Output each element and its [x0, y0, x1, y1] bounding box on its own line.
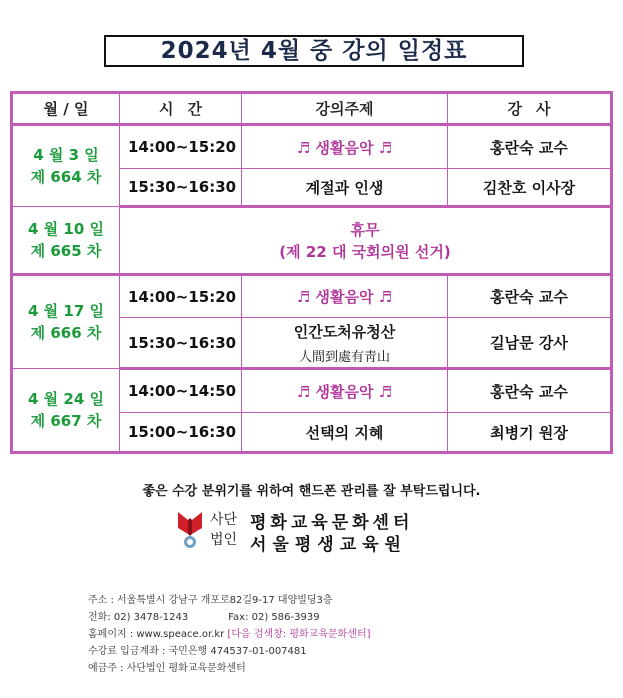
session-number: 제 665 차	[30, 242, 102, 260]
lecturer-name: 김찬호 이사장	[448, 169, 612, 207]
session-number: 제 664 차	[30, 168, 102, 186]
organization-emblem-icon	[176, 508, 204, 550]
session-number: 제 667 차	[30, 412, 102, 430]
lecture-topic: ♬ 생활음악 ♬	[242, 275, 448, 318]
phone-notice: 좋은 수강 분위기를 위하여 핸드폰 관리를 잘 부탁드립니다.	[142, 484, 481, 499]
holiday-label: 휴무	[350, 220, 380, 239]
table-header-row	[12, 93, 612, 125]
homepage: 홈페이지 : www.speace.or.kr	[88, 629, 225, 640]
account: 수강료 입금계좌 : 국민은행 474537-01-007481	[88, 646, 307, 657]
page-title: 2024년 4월 중 강의 일정표	[104, 35, 524, 67]
lecture-time: 14:00~14:50	[120, 369, 242, 413]
depositor: 예금주 : 사단법인 평화교육문화센터	[88, 663, 246, 674]
lecture-time: 14:00~15:20	[120, 125, 242, 169]
lecturer-name: 홍란숙 교수	[448, 275, 612, 318]
header-date: 월 / 일	[12, 93, 120, 125]
session-date: 4 월 10 일	[28, 220, 104, 238]
lecture-topic: ♬ 생활음악 ♬	[242, 125, 448, 169]
session-date-cell	[12, 369, 120, 453]
header-lecturer: 강사	[448, 93, 612, 125]
table-row	[12, 207, 612, 275]
session-date-cell	[12, 275, 120, 369]
session-date-cell	[12, 125, 120, 207]
logo-center-name: 평화교육문화센터	[250, 513, 414, 533]
session-number: 제 666 차	[30, 324, 102, 342]
lecturer-name: 길남문 강사	[448, 318, 612, 369]
logo-corp-line2: 법인	[210, 532, 238, 548]
logo-corp-line1: 사단	[210, 512, 238, 528]
address: 주소 : 서울특별시 강남구 개포로82길9-17 대양빌딩3층	[88, 595, 333, 606]
lecture-topic-hanja: 人間到處有靑山	[298, 349, 390, 365]
lecture-topic: 인간도처유청산	[293, 322, 396, 341]
logo-institute-name: 서울평생교육원	[250, 535, 407, 555]
holiday-note: (제 22 대 국회의원 선거)	[279, 242, 451, 261]
header-topic: 강의주제	[242, 93, 448, 125]
lecture-time: 15:30~16:30	[120, 169, 242, 207]
fax: Fax: 02) 586-3939	[228, 612, 320, 623]
table-row	[12, 369, 612, 413]
phone: 전화: 02) 3478-1243	[88, 612, 189, 623]
table-row	[12, 125, 612, 169]
lecture-topic-cell	[242, 318, 448, 369]
session-date-cell	[12, 207, 120, 275]
phone-fax-line	[88, 609, 371, 626]
lecture-topic: 계절과 인생	[242, 169, 448, 207]
schedule-table	[10, 91, 613, 454]
contact-info	[88, 592, 371, 677]
homepage-line	[88, 626, 371, 643]
homepage-search: [다음 검색창: 평화교육문화센터]	[227, 629, 371, 640]
header-time: 시간	[120, 93, 242, 125]
lecturer-name: 홍란숙 교수	[448, 125, 612, 169]
lecturer-name: 최병기 원장	[448, 413, 612, 453]
organization-logo	[176, 506, 456, 554]
lecturer-name: 홍란숙 교수	[448, 369, 612, 413]
holiday-cell	[120, 207, 612, 275]
session-date: 4 월 24 일	[28, 390, 104, 408]
lecture-time: 15:30~16:30	[120, 318, 242, 369]
lecture-time: 15:00~16:30	[120, 413, 242, 453]
table-row	[12, 275, 612, 318]
logo-corp-label	[210, 510, 237, 550]
session-date: 4 월 17 일	[28, 302, 104, 320]
session-date: 4 월 3 일	[33, 146, 99, 164]
lecture-time: 14:00~15:20	[120, 275, 242, 318]
lecture-topic: ♬ 생활음악 ♬	[242, 369, 448, 413]
lecture-topic: 선택의 지혜	[242, 413, 448, 453]
